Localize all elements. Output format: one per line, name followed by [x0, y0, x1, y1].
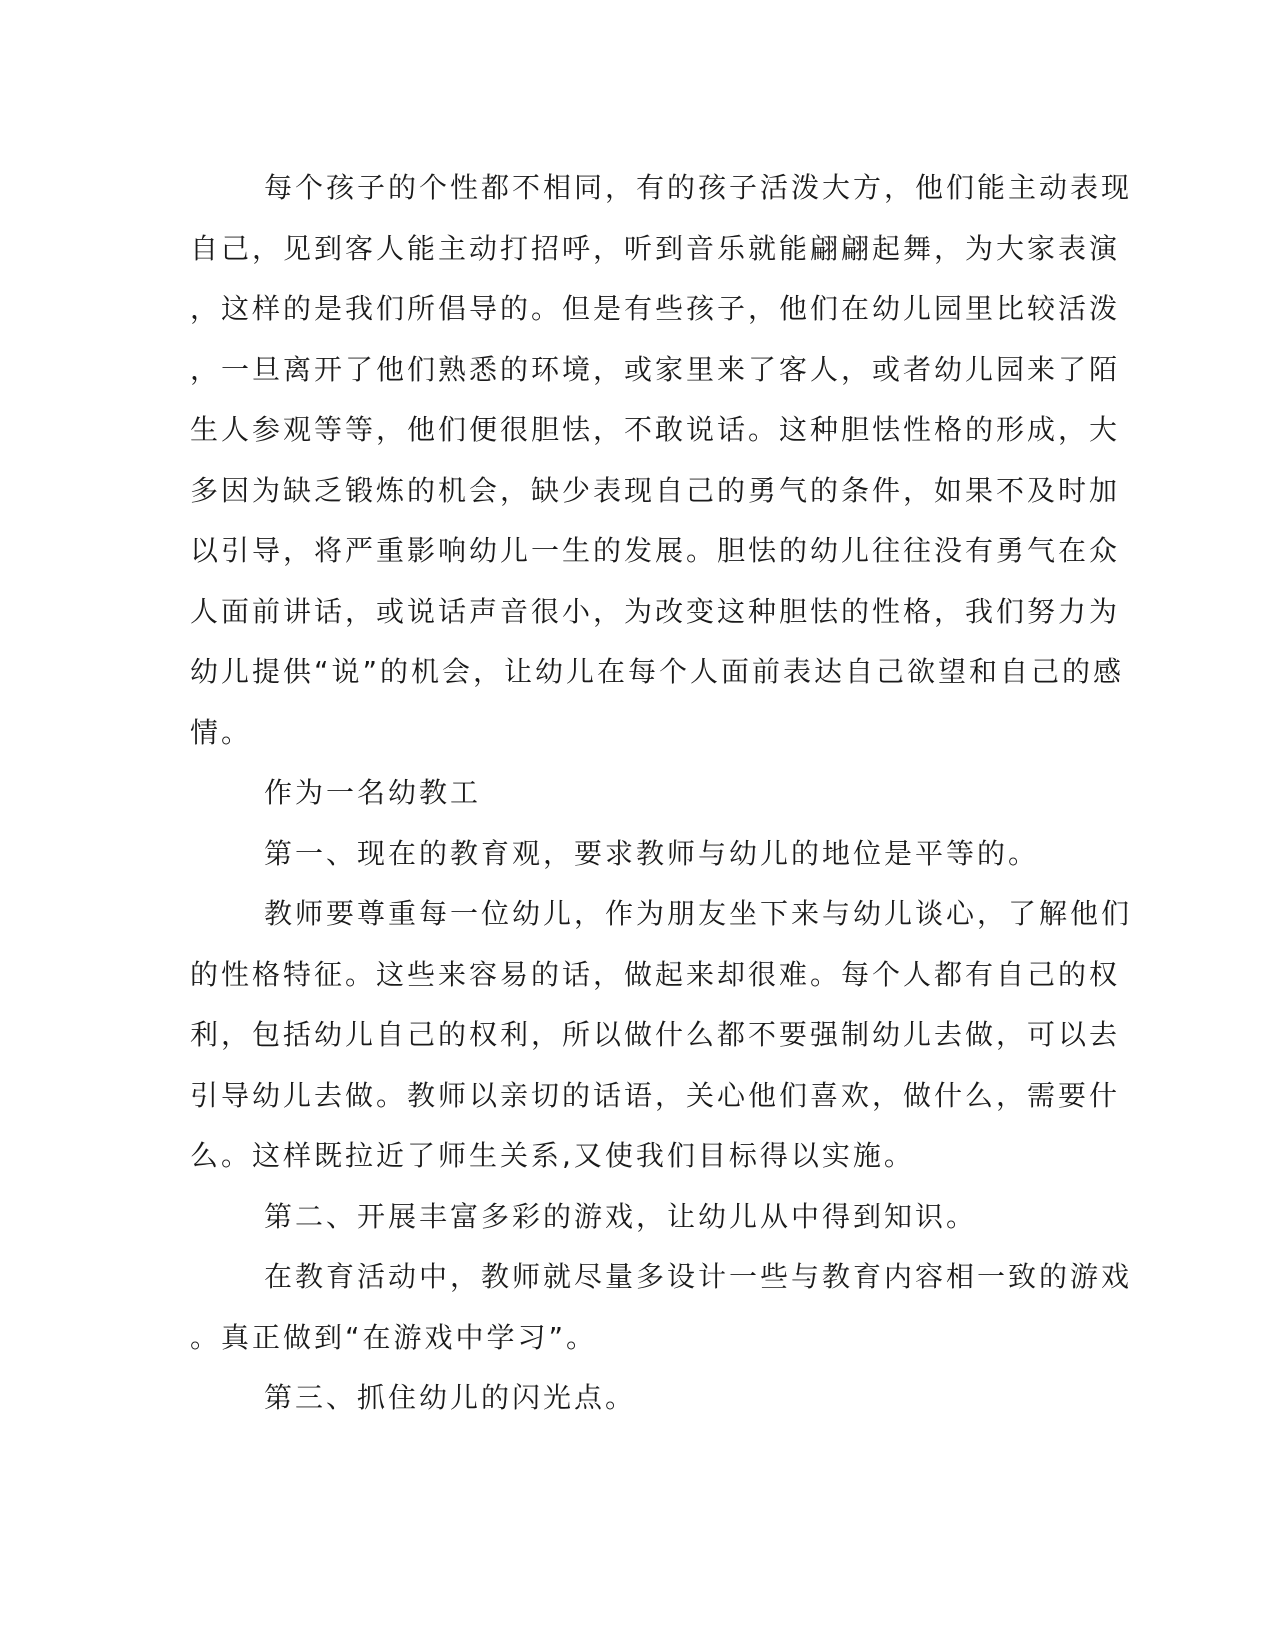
text-line: 第三、抓住幼儿的闪光点。 [264, 1381, 637, 1414]
text-line: 自己，见到客人能主动打招呼，听到音乐就能翩翩起舞，为大家表演 [190, 231, 1121, 265]
text-line: 的性格特征。这些来容易的话，做起来却很难。每个人都有自己的权 [190, 957, 1121, 991]
text-line: 利，包括幼儿自己的权利，所以做什么都不要强制幼儿去做，可以去 [190, 1018, 1121, 1051]
text-line: 生人参观等等，他们便很胆怯，不敢说话。这种胆怯性格的形成，大 [190, 413, 1121, 446]
text-line: 。真正做到“在游戏中学习”。 [190, 1320, 598, 1354]
text-line: 多因为缺乏锻炼的机会，缺少表现自己的勇气的条件，如果不及时加 [190, 473, 1121, 507]
text-line: 情。 [190, 715, 253, 749]
text-line: ，一旦离开了他们熟悉的环境，或家里来了客人，或者幼儿园来了陌 [190, 352, 1121, 386]
text-line: 人面前讲话，或说话声音很小，为改变这种胆怯的性格，我们努力为 [190, 594, 1121, 628]
text-line: ，这样的是我们所倡导的。但是有些孩子，他们在幼儿园里比较活泼 [190, 292, 1121, 325]
text-line: 每个孩子的个性都不相同，有的孩子活泼大方，他们能主动表现 [264, 171, 1133, 204]
text-line: 作为一名幼教工 [264, 776, 482, 809]
text-line: 幼儿提供“说”的机会，让幼儿在每个人面前表达自己欲望和自己的感 [190, 655, 1125, 688]
text-line: 第一、现在的教育观，要求教师与幼儿的地位是平等的。 [264, 836, 1040, 870]
text-line: 第二、开展丰富多彩的游戏，让幼儿从中得到知识。 [264, 1199, 978, 1233]
text-line: 教师要尊重每一位幼儿，作为朋友坐下来与幼儿谈心，了解他们 [264, 897, 1133, 930]
document-body [190, 158, 1133, 1429]
text-line: 么。这样既拉近了师生关系,又使我们目标得以实施。 [190, 1139, 915, 1172]
text-line: 引导幼儿去做。教师以亲切的话语，关心他们喜欢，做什么，需要什 [190, 1078, 1121, 1112]
text-line: 在教育活动中，教师就尽量多设计一些与教育内容相一致的游戏 [264, 1260, 1133, 1293]
text-line: 以引导，将严重影响幼儿一生的发展。胆怯的幼儿往往没有勇气在众 [190, 534, 1121, 567]
